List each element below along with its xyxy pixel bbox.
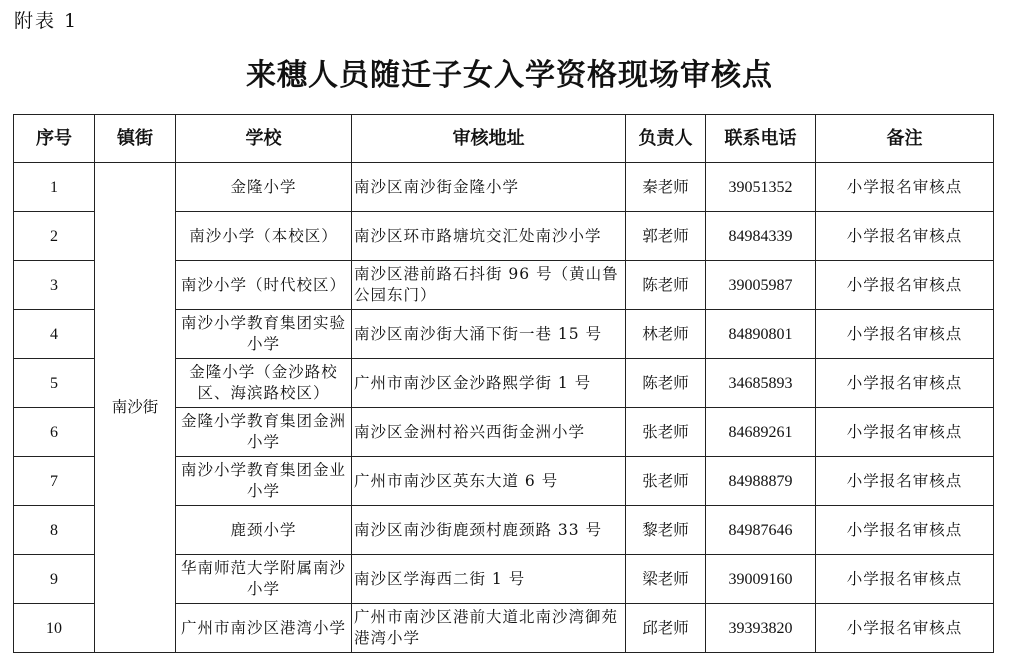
row-school: 广州市南沙区港湾小学 xyxy=(176,604,352,653)
row-note: 小学报名审核点 xyxy=(816,408,994,457)
row-no: 8 xyxy=(14,506,95,555)
row-phone: 84988879 xyxy=(706,457,816,506)
row-no: 9 xyxy=(14,555,95,604)
row-note: 小学报名审核点 xyxy=(816,212,994,261)
page-title: 来穗人员随迁子女入学资格现场审核点 xyxy=(246,58,773,93)
row-phone: 84987646 xyxy=(706,506,816,555)
row-note: 小学报名审核点 xyxy=(816,506,994,555)
row-no: 3 xyxy=(14,261,95,310)
row-school: 南沙小学教育集团实验小学 xyxy=(176,310,352,359)
row-school: 南沙小学（时代校区） xyxy=(176,261,352,310)
row-school: 金隆小学（金沙路校区、海滨路校区） xyxy=(176,359,352,408)
header-address: 审核地址 xyxy=(352,115,626,163)
header-no: 序号 xyxy=(14,115,95,163)
row-contact: 陈老师 xyxy=(626,359,706,408)
row-school: 南沙小学教育集团金业小学 xyxy=(176,457,352,506)
row-contact: 秦老师 xyxy=(626,163,706,212)
row-address: 南沙区南沙街鹿颈村鹿颈路 33 号 xyxy=(352,506,626,555)
table-row xyxy=(14,163,994,212)
row-contact: 林老师 xyxy=(626,310,706,359)
row-phone: 39009160 xyxy=(706,555,816,604)
row-note: 小学报名审核点 xyxy=(816,261,994,310)
row-school: 金隆小学教育集团金洲小学 xyxy=(176,408,352,457)
header-school: 学校 xyxy=(176,115,352,163)
row-address: 南沙区环市路塘坑交汇处南沙小学 xyxy=(352,212,626,261)
row-address: 广州市南沙区港前大道北南沙湾御苑港湾小学 xyxy=(352,604,626,653)
row-note: 小学报名审核点 xyxy=(816,457,994,506)
row-phone: 34685893 xyxy=(706,359,816,408)
row-school: 南沙小学（本校区） xyxy=(176,212,352,261)
row-school: 鹿颈小学 xyxy=(176,506,352,555)
row-note: 小学报名审核点 xyxy=(816,163,994,212)
header-contact: 负责人 xyxy=(626,115,706,163)
row-no: 1 xyxy=(14,163,95,212)
row-note: 小学报名审核点 xyxy=(816,555,994,604)
row-note: 小学报名审核点 xyxy=(816,359,994,408)
row-contact: 张老师 xyxy=(626,457,706,506)
row-address: 广州市南沙区英东大道 6 号 xyxy=(352,457,626,506)
row-contact: 陈老师 xyxy=(626,261,706,310)
row-no: 5 xyxy=(14,359,95,408)
row-phone: 84689261 xyxy=(706,408,816,457)
row-address: 南沙区港前路石抖街 96 号（黄山鲁公园东门） xyxy=(352,261,626,310)
attachment-label: 附表 1 xyxy=(14,10,79,32)
row-contact: 梁老师 xyxy=(626,555,706,604)
table-header-row xyxy=(14,115,994,163)
row-note: 小学报名审核点 xyxy=(816,604,994,653)
row-no: 2 xyxy=(14,212,95,261)
row-address: 南沙区南沙街金隆小学 xyxy=(352,163,626,212)
row-no: 4 xyxy=(14,310,95,359)
header-town: 镇街 xyxy=(95,115,176,163)
row-phone: 39393820 xyxy=(706,604,816,653)
row-address: 南沙区学海西二街 1 号 xyxy=(352,555,626,604)
row-address: 广州市南沙区金沙路熙学街 1 号 xyxy=(352,359,626,408)
row-phone: 39005987 xyxy=(706,261,816,310)
row-note: 小学报名审核点 xyxy=(816,310,994,359)
row-no: 10 xyxy=(14,604,95,653)
row-address: 南沙区南沙街大涌下街一巷 15 号 xyxy=(352,310,626,359)
row-phone: 84984339 xyxy=(706,212,816,261)
row-school: 华南师范大学附属南沙小学 xyxy=(176,555,352,604)
town-cell: 南沙街 xyxy=(95,163,176,653)
header-note: 备注 xyxy=(816,115,994,163)
row-phone: 84890801 xyxy=(706,310,816,359)
row-phone: 39051352 xyxy=(706,163,816,212)
row-contact: 黎老师 xyxy=(626,506,706,555)
row-contact: 邱老师 xyxy=(626,604,706,653)
row-address: 南沙区金洲村裕兴西街金洲小学 xyxy=(352,408,626,457)
audit-points-table xyxy=(13,114,994,653)
row-school: 金隆小学 xyxy=(176,163,352,212)
row-no: 6 xyxy=(14,408,95,457)
row-contact: 郭老师 xyxy=(626,212,706,261)
row-no: 7 xyxy=(14,457,95,506)
row-contact: 张老师 xyxy=(626,408,706,457)
header-phone: 联系电话 xyxy=(706,115,816,163)
